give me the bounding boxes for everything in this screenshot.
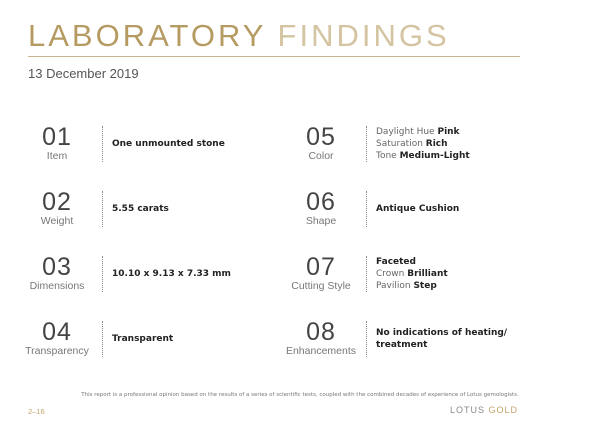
title-secondary: FINDINGS: [277, 18, 450, 53]
sub-label: Crown: [376, 269, 405, 279]
color-saturation-line: [376, 138, 541, 150]
finding-label: Enhancements: [285, 345, 357, 357]
brand-logo: [450, 405, 518, 415]
finding-label: Transparency: [25, 345, 89, 357]
brand-secondary: GOLD: [488, 405, 518, 415]
finding-value-text: 5.55 carats: [112, 204, 169, 214]
disclaimer-note: This report is a professional opinion based on the results of a series of scientific tests, coupled with the combined decades of experience of Lotus gemologists.: [81, 392, 519, 398]
finding-number-box: [282, 254, 360, 293]
dotted-divider: [366, 126, 367, 162]
finding-value: [376, 254, 541, 294]
dotted-divider: [102, 191, 103, 227]
finding-label: Shape: [305, 215, 337, 227]
sub-value: Medium-Light: [399, 151, 470, 161]
page-title: [28, 20, 450, 51]
sub-value: Pink: [437, 127, 460, 137]
sub-label: Saturation: [376, 139, 423, 149]
color-hue-line: [376, 126, 541, 138]
finding-number: 08: [306, 318, 336, 346]
finding-number: 04: [42, 318, 72, 346]
finding-number-box: [282, 319, 360, 358]
finding-value-text: Antique Cushion: [376, 204, 460, 214]
finding-value-text: Transparent: [112, 334, 174, 344]
finding-value: [376, 124, 541, 164]
dotted-divider: [102, 126, 103, 162]
brand-primary: LOTUS: [449, 405, 485, 415]
finding-item: [18, 124, 278, 168]
sub-value: Step: [413, 281, 437, 291]
color-tone-line: [376, 150, 541, 162]
finding-dimensions: [18, 254, 278, 298]
finding-number: 03: [42, 253, 72, 281]
finding-label: Cutting Style: [291, 280, 351, 292]
dotted-divider: [102, 256, 103, 292]
sub-label: Pavilion: [376, 281, 411, 291]
finding-shape: [282, 189, 542, 233]
finding-transparency: [18, 319, 278, 363]
finding-value-text: One unmounted stone: [112, 139, 225, 149]
sub-label: Daylight Hue: [376, 127, 435, 137]
enhancement-line-2: treatment: [376, 340, 428, 350]
finding-label: Color: [308, 150, 334, 162]
page-number: 2–16: [28, 407, 45, 416]
finding-number-box: [282, 124, 360, 163]
title-divider: [28, 56, 520, 57]
finding-value: [112, 189, 277, 229]
dotted-divider: [366, 321, 367, 357]
finding-enhancements: [282, 319, 542, 363]
finding-number-box: [18, 124, 96, 163]
dotted-divider: [102, 321, 103, 357]
finding-number-box: [18, 254, 96, 293]
sub-label: Tone: [376, 151, 397, 161]
finding-number-box: [282, 189, 360, 228]
finding-number: 01: [42, 123, 72, 151]
finding-value: [112, 254, 277, 294]
finding-number-box: [18, 189, 96, 228]
finding-number: 06: [306, 188, 336, 216]
finding-value: [376, 319, 541, 359]
finding-value: [376, 189, 541, 229]
finding-label: Dimensions: [29, 280, 85, 292]
title-primary: LABORATORY: [28, 18, 266, 53]
finding-number: 02: [42, 188, 72, 216]
finding-number: 05: [306, 123, 336, 151]
cutting-faceted-line: Faceted: [376, 257, 416, 267]
finding-value-text: 10.10 x 9.13 x 7.33 mm: [112, 269, 231, 279]
finding-color: [282, 124, 542, 168]
finding-label: Weight: [40, 215, 74, 227]
finding-weight: [18, 189, 278, 233]
dotted-divider: [366, 256, 367, 292]
report-date: 13 December 2019: [28, 66, 139, 81]
sub-value: Rich: [425, 139, 448, 149]
finding-label: Item: [46, 150, 68, 162]
cutting-pavilion-line: [376, 280, 541, 292]
enhancement-line-1: No indications of heating/: [376, 328, 508, 338]
finding-value: [112, 124, 277, 164]
finding-value: [112, 319, 277, 359]
dotted-divider: [366, 191, 367, 227]
finding-number-box: [18, 319, 96, 358]
cutting-crown-line: [376, 268, 541, 280]
sub-value: Brilliant: [407, 269, 448, 279]
finding-cutting-style: [282, 254, 542, 298]
finding-number: 07: [306, 253, 336, 281]
